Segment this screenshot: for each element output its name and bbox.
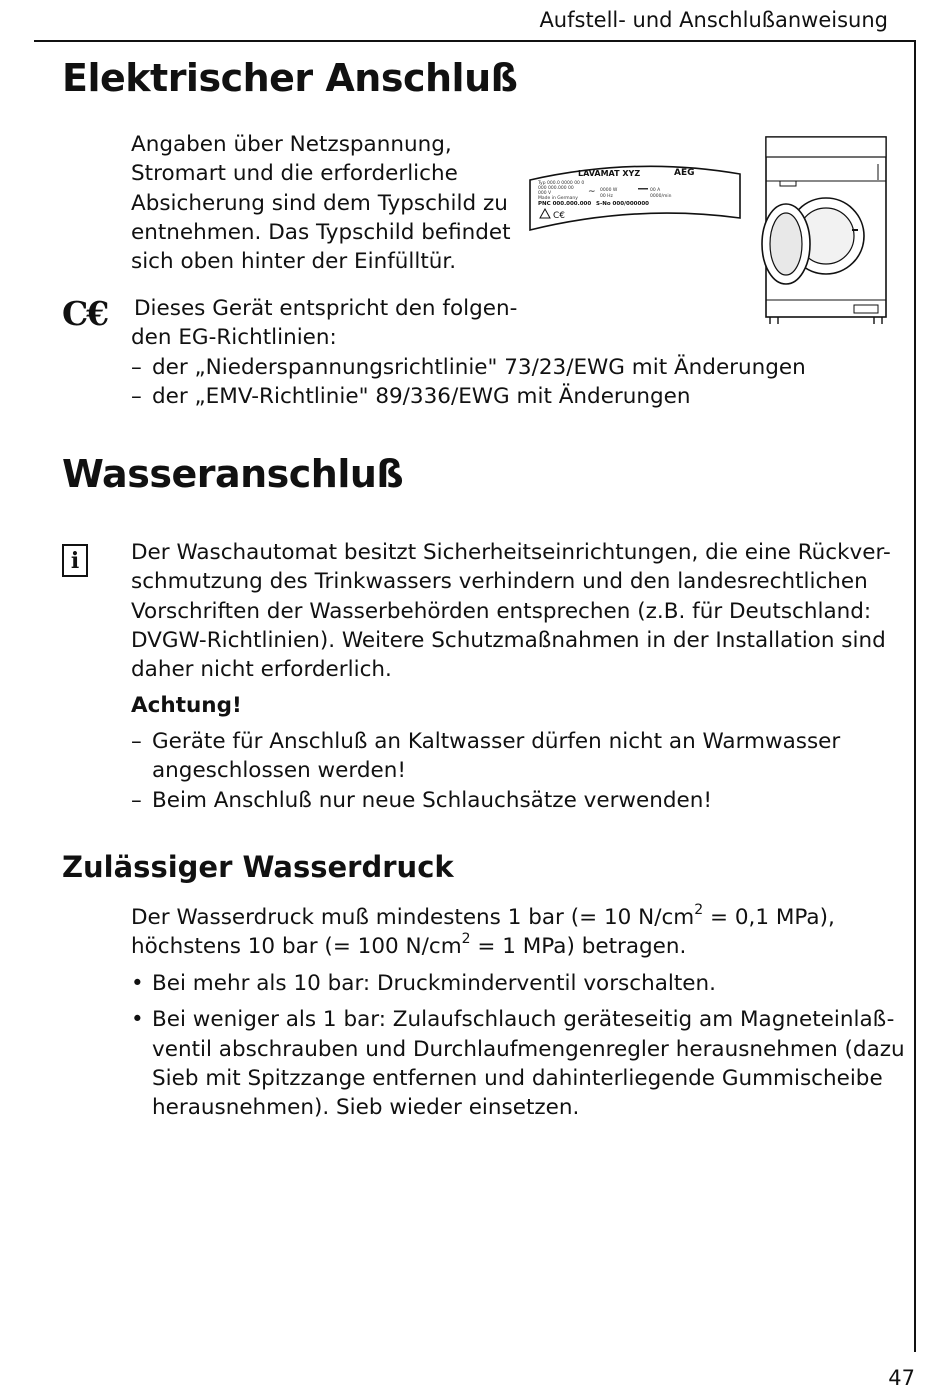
body-line: DVGW-Richtlinien). Weitere Schutzmaßnahmen in der Installation sind bbox=[131, 627, 886, 653]
plate-model: LAVAMAT XYZ bbox=[578, 169, 641, 178]
intro-line: entnehmen. Das Typschild befindet bbox=[131, 219, 511, 245]
plate-line: Typ 000.0 0000 00 0 bbox=[538, 181, 585, 186]
ce-mark-icon: C€ bbox=[62, 294, 108, 333]
running-header: Aufstell- und Anschlußanweisung bbox=[539, 8, 888, 32]
directive-text: der „Niederspannungsrichtlinie" 73/23/EWG mit Änderungen bbox=[152, 354, 806, 380]
body-line: schmutzung des Trinkwassers verhindern und den landesrechtlichen bbox=[131, 569, 868, 595]
dash-marker: – bbox=[131, 729, 142, 754]
plate-line: 000 V bbox=[538, 191, 552, 196]
electric-intro bbox=[131, 130, 511, 276]
section-title-water: Wasseranschluß bbox=[62, 452, 404, 496]
svg-text:~: ~ bbox=[588, 187, 596, 197]
bullet-marker: • bbox=[131, 971, 144, 996]
plate-pnc: PNC 000.000.000 bbox=[538, 201, 592, 207]
intro-line: Angaben über Netzspannung, bbox=[131, 132, 452, 157]
bullet-line: ventil abschrauben und Durchlaufmengenregler herausnehmen (dazu bbox=[152, 1036, 905, 1062]
intro-line: Absicherung sind dem Typschild zu bbox=[131, 190, 508, 216]
section-title-pressure: Zulässiger Wasserdruck bbox=[62, 850, 454, 884]
bullet-line: Sieb mit Spitzzange entfernen und dahinterliegende Gummischeibe bbox=[152, 1065, 883, 1091]
page-number: 47 bbox=[888, 1366, 915, 1390]
warning-title: Achtung! bbox=[131, 693, 242, 718]
bullet-item bbox=[131, 969, 905, 998]
dash-marker: – bbox=[131, 354, 142, 380]
plate-speed: 0000/min bbox=[650, 194, 672, 199]
header-rule bbox=[34, 40, 916, 42]
plate-power: 0000 W bbox=[600, 188, 618, 193]
plate-line: 000 000.000 00 bbox=[538, 186, 574, 191]
body-line: Vorschriften der Wasserbehörden entsprechen (z.B. für Deutschland: bbox=[131, 598, 872, 624]
plate-brand: AEG bbox=[674, 168, 695, 178]
section-title-electric: Elektrischer Anschluß bbox=[62, 56, 518, 100]
pressure-bullets bbox=[131, 969, 905, 1122]
directive-item bbox=[131, 353, 806, 382]
directive-text: der „EMV-Richtlinie" 89/336/EWG mit Änderungen bbox=[152, 383, 691, 409]
warning-list bbox=[131, 727, 840, 815]
warning-item bbox=[131, 786, 840, 815]
pressure-body bbox=[131, 903, 835, 962]
ce-line: den EG-Richtlinien: bbox=[131, 325, 337, 351]
water-body bbox=[131, 538, 891, 684]
bullet-line: herausnehmen). Sieb wieder einsetzen. bbox=[152, 1095, 580, 1121]
dash-marker: – bbox=[131, 787, 142, 813]
plate-ce-mark: C€ bbox=[553, 211, 566, 221]
warning-line: Beim Anschluß nur neue Schlauchsätze verwenden! bbox=[152, 787, 712, 813]
warning-line: Geräte für Anschluß an Kaltwasser dürfen nicht an Warmwasser bbox=[152, 729, 841, 754]
plate-amps: 00 A bbox=[650, 188, 661, 193]
info-icon: i bbox=[62, 544, 88, 577]
directive-item bbox=[131, 382, 806, 411]
warning-line: angeschlossen werden! bbox=[152, 758, 406, 784]
ce-statement bbox=[131, 294, 806, 411]
plate-line: Made in Germany bbox=[538, 196, 578, 201]
intro-line: sich oben hinter der Einfülltür. bbox=[131, 249, 457, 275]
bullet-line: Bei mehr als 10 bar: Druckminderventil vorschalten. bbox=[152, 971, 716, 996]
warning-item bbox=[131, 727, 840, 786]
intro-line: Stromart und die erforderliche bbox=[131, 161, 458, 187]
plate-freq: 00 Hz bbox=[600, 194, 613, 199]
rating-plate-illustration bbox=[526, 160, 746, 234]
bullet-marker: • bbox=[131, 1007, 144, 1033]
body-line: Der Waschautomat besitzt Sicherheitseinrichtungen, die eine Rückver- bbox=[131, 540, 891, 565]
margin-rule bbox=[914, 40, 916, 1352]
dash-marker: – bbox=[131, 383, 142, 409]
body-line: daher nicht erforderlich. bbox=[131, 657, 392, 683]
bullet-line: Bei weniger als 1 bar: Zulaufschlauch geräteseitig am Magneteinlaß- bbox=[152, 1007, 895, 1033]
plate-serial: S-No 000/000000 bbox=[596, 201, 649, 207]
pressure-line: höchstens 10 bar (= 100 $N/cm^2 = 1$ MPa) betragen. bbox=[131, 931, 687, 960]
bullet-item bbox=[131, 1005, 905, 1122]
pressure-line: Der Wasserdruck muß mindestens 1 bar (= 10 $N/cm^2 = 0,1$ MPa), bbox=[131, 901, 835, 930]
ce-line: Dieses Gerät entspricht den folgen- bbox=[134, 296, 518, 321]
